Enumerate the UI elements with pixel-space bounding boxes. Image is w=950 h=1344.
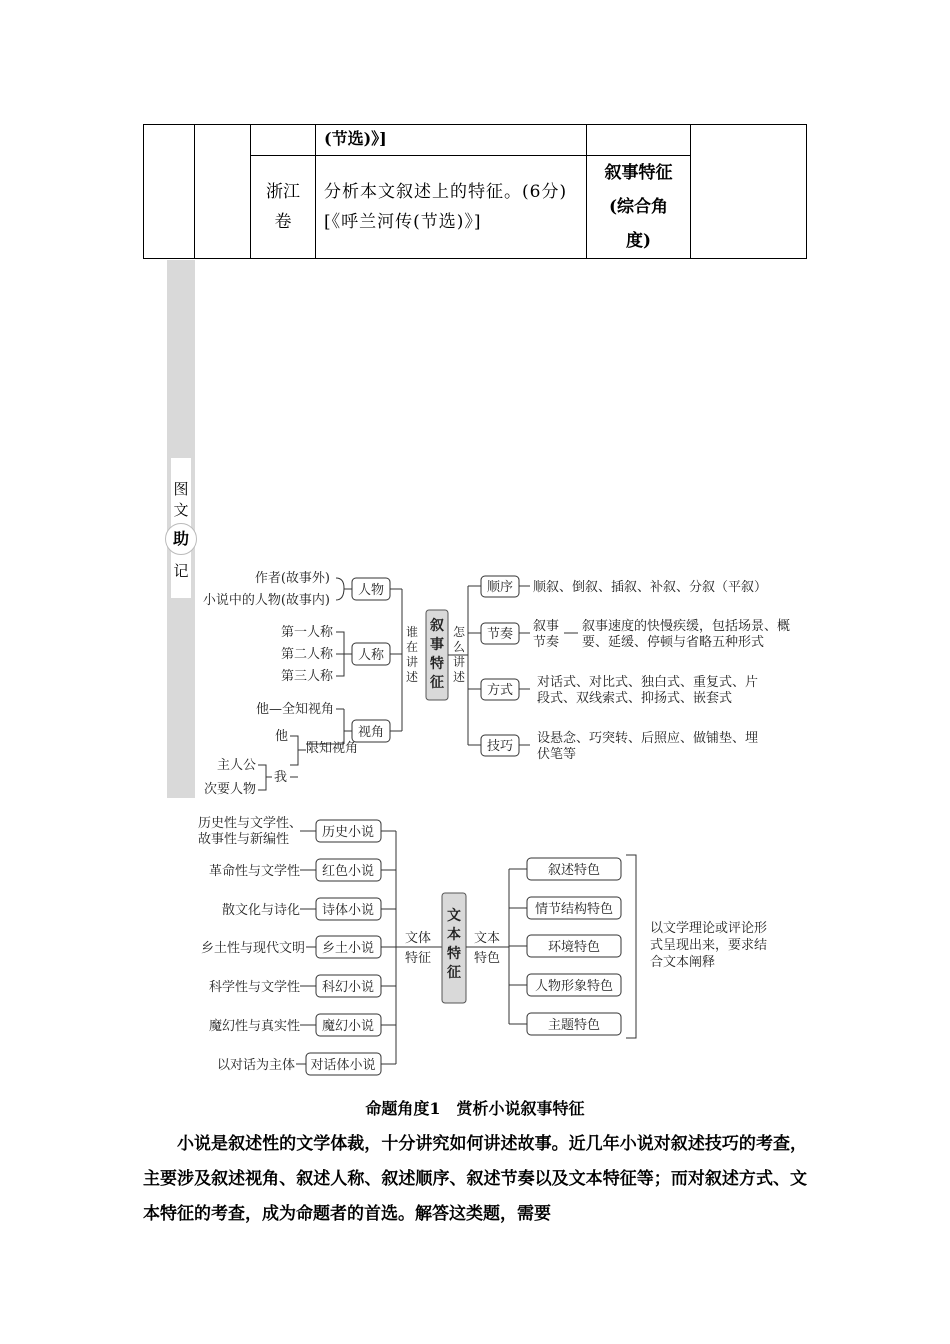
genre-box-label: 对话体小说 (310, 1058, 376, 1073)
sidebar-label-bottom: 记 (173, 562, 189, 580)
mindmap1-right-connector: 述 (452, 670, 466, 684)
how-sub: 叙事节奏 (533, 619, 560, 650)
mindmap2-note: 以文学理论或评论形式呈现出来，要求结合文本阐释 (650, 921, 768, 970)
who-item: 他 (274, 729, 288, 744)
who-box-label: 人物 (357, 583, 385, 598)
mindmap1-center: 征 (430, 675, 444, 691)
mindmap1-center: 事 (430, 637, 444, 653)
mindmap2-center: 本 (447, 927, 461, 943)
genre-box-label: 历史小说 (321, 825, 375, 840)
how-desc: 对话式、对比式、独白式、重复式、片段式、双线索式、抑扬式、嵌套式 (537, 675, 759, 706)
angle-cell: 叙事特征(综合角度) (604, 163, 673, 251)
how-box-label: 技巧 (486, 739, 514, 754)
mindmap1-center: 叙 (430, 618, 444, 634)
who-item: 他—全知视角 (255, 702, 334, 717)
sidebar-label-top: 图文 (173, 480, 189, 519)
who-item: 作者(故事外) (254, 571, 330, 586)
mindmap1-right-connector: 怎 (452, 625, 466, 639)
mindmap1-left-connector: 讲 (405, 655, 419, 669)
genre-desc: 散文化与诗化 (221, 903, 300, 918)
how-box-label: 顺序 (486, 580, 514, 595)
mindmap1-right-connector: 么 (452, 640, 466, 654)
section-heading: 命题角度1 赏析小说叙事特征 (365, 1099, 585, 1118)
mindmap1-right-connector: 讲 (452, 655, 466, 669)
genre-box-label: 科幻小说 (321, 980, 375, 995)
who-box-label: 人称 (357, 648, 385, 663)
feature-box-label: 叙述特色 (547, 863, 601, 878)
province-cell: 浙江卷 (266, 182, 300, 232)
how-desc: 顺叙、倒叙、插叙、补叙、分叙（平叙） (533, 580, 768, 595)
feature-box-label: 环境特色 (547, 940, 601, 955)
mindmap2-center: 文 (447, 908, 461, 924)
mindmap1-center: 特 (430, 656, 444, 672)
question-tail: (节选)》] (324, 129, 387, 148)
genre-desc: 魔幻性与真实性 (208, 1019, 300, 1034)
genre-desc: 乡土性与现代文明 (200, 941, 305, 956)
mindmap2-center: 特 (447, 946, 461, 962)
genre-desc: 革命性与文学性 (208, 864, 300, 879)
who-item: 小说中的人物(故事内) (202, 593, 330, 608)
how-desc: 设悬念、巧突转、后照应、做铺垫、埋伏笔等 (537, 731, 759, 762)
genre-box-label: 乡土小说 (321, 941, 375, 956)
feature-box-label: 情节结构特色 (534, 902, 614, 917)
mindmap2-right-connector: 文本特色 (473, 931, 501, 966)
feature-box-label: 人物形象特色 (534, 979, 614, 994)
how-desc: 叙事速度的快慢疾缓，包括场景、概要、延缓、停顿与省略五种形式 (582, 619, 791, 650)
genre-desc: 历史性与文学性、故事性与新编性 (198, 816, 303, 847)
genre-desc: 科学性与文学性 (208, 980, 300, 995)
who-item: 限知视角 (306, 741, 359, 756)
genre-desc: 以对话为主体 (216, 1058, 295, 1073)
feature-box-label: 主题特色 (547, 1018, 601, 1033)
who-item: 主人公 (216, 758, 256, 773)
who-item: 次要人物 (203, 782, 256, 797)
who-box-label: 视角 (357, 725, 385, 740)
genre-box-label: 红色小说 (321, 864, 375, 879)
genre-box-label: 魔幻小说 (321, 1019, 375, 1034)
mindmap1-left-connector: 谁 (405, 625, 419, 639)
how-box-label: 节奏 (486, 627, 514, 642)
mindmap2-left-connector: 文体特征 (404, 931, 432, 966)
section-paragraph: 小说是叙述性的文学体裁，十分讲究如何讲述故事。近几年小说对叙述技巧的考查，主要涉及叙述视角、叙述人称、叙述顺序、叙述节奏以及文本特征等；而对叙述方式、文本特征的考查，成为命题者的首选。解答这类题，需要 (143, 1134, 807, 1224)
who-item: 第一人称 (280, 625, 333, 640)
sidebar-label-circle: 助 (165, 523, 197, 555)
mindmap1-left-connector: 在 (405, 640, 419, 654)
mindmap1-left-connector: 述 (405, 670, 419, 684)
who-item: 第二人称 (280, 647, 333, 662)
who-item: 第三人称 (280, 669, 333, 684)
question-cell: 分析本文叙述上的特征。(6分)[《呼兰河传(节选)》] (324, 182, 568, 232)
how-box-label: 方式 (486, 683, 514, 698)
mindmap2-center: 征 (447, 965, 461, 981)
who-item: 我 (274, 770, 288, 785)
genre-box-label: 诗体小说 (321, 903, 375, 918)
